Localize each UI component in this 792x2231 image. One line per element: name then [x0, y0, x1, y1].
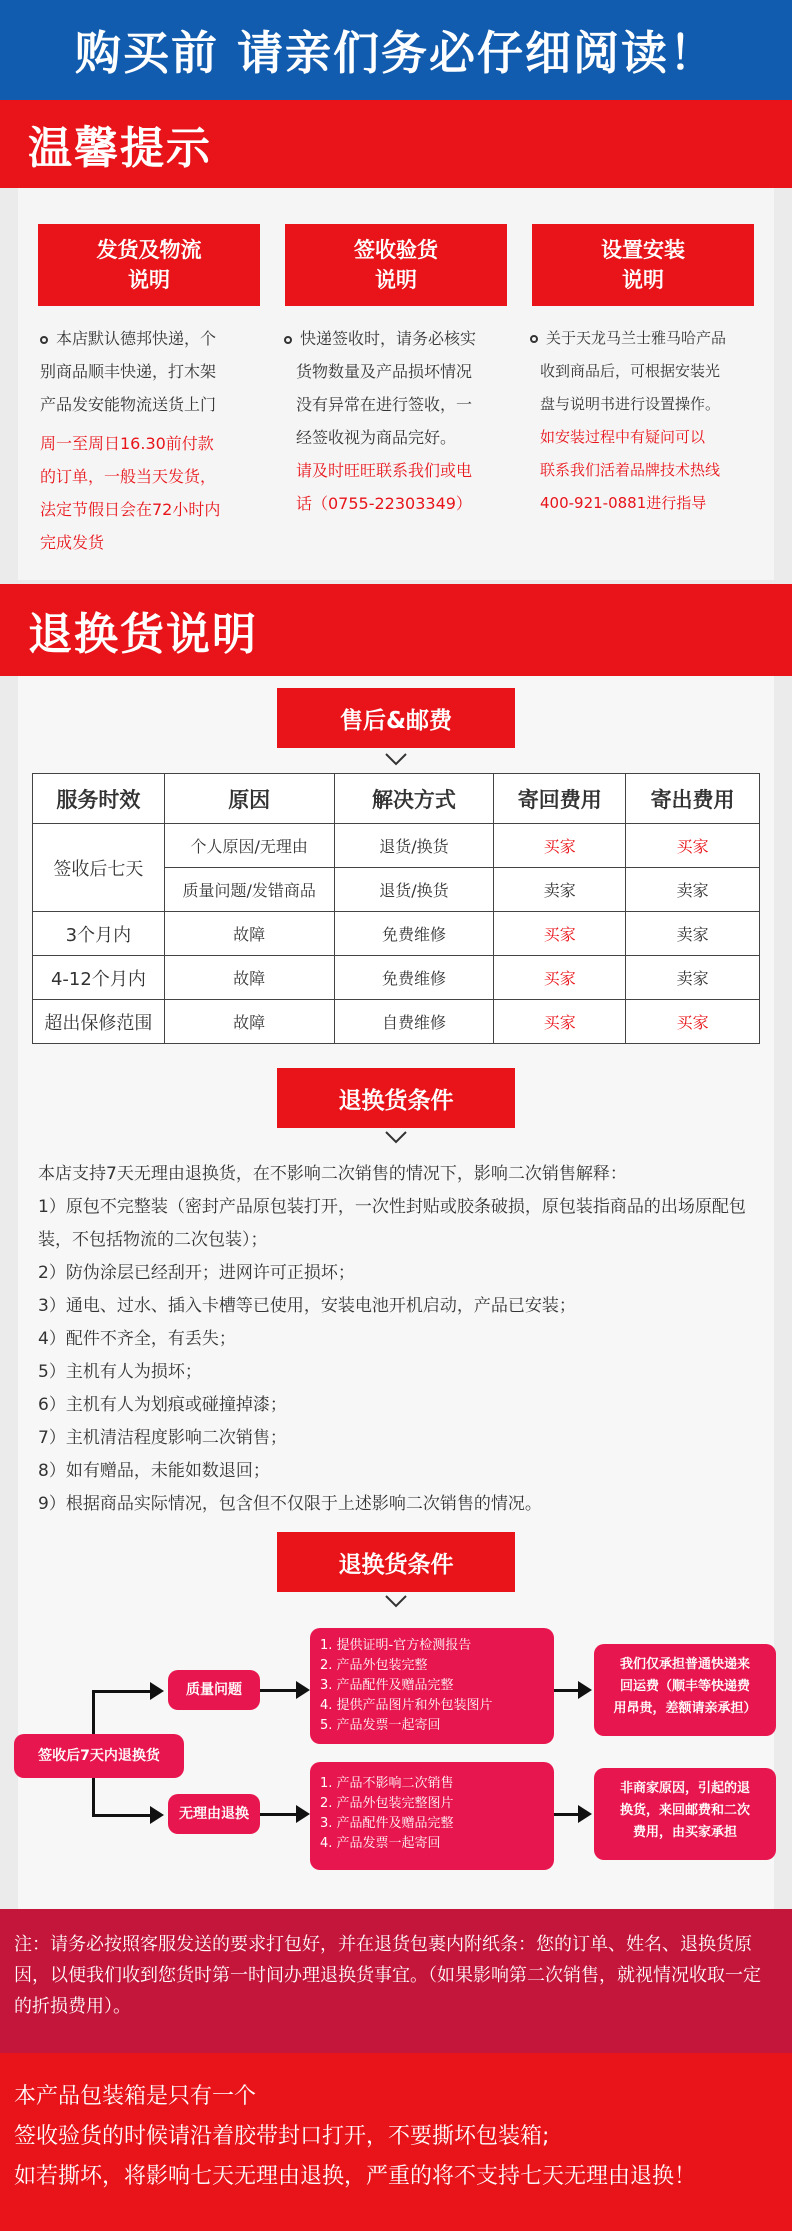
- no-reason-result: [594, 1768, 776, 1860]
- table-header: 解决方式: [334, 774, 494, 824]
- no-reason-node: 无理由退换: [168, 1794, 260, 1834]
- rule-item: 7）主机清洁程度影响二次销售；: [38, 1428, 287, 1448]
- reason-cell: 故障: [164, 956, 334, 1000]
- no-reason-requirements: [310, 1762, 554, 1870]
- text-line: 盘与说明书进行设置操作。: [540, 395, 721, 413]
- requirement-item: 5. 产品发票一起寄回: [320, 1718, 441, 1733]
- return-fee-cell: 买家: [494, 1000, 626, 1044]
- red-line: 请及时旺旺联系我们或电: [296, 461, 473, 480]
- quality-issue-node: 质量问题: [168, 1670, 260, 1710]
- text-line: 别商品顺丰快递，打木架: [40, 362, 217, 381]
- inspection-heading: [285, 224, 507, 306]
- warning-line: 本产品包装箱是只有一个: [14, 2084, 257, 2109]
- send-fee-cell: 买家: [626, 1000, 760, 1044]
- red-line: 周一至周日16.30前付款: [40, 434, 214, 453]
- send-fee-cell: 卖家: [626, 912, 760, 956]
- requirement-item: 1. 产品不影响二次销售: [320, 1776, 454, 1791]
- return-rules: [38, 1158, 768, 1521]
- reason-cell: 故障: [164, 912, 334, 956]
- send-fee-cell: 卖家: [626, 868, 760, 912]
- text-line: 本店默认德邦快递，个: [56, 329, 217, 348]
- arrow-right-icon: [578, 1805, 592, 1823]
- warning-line: 签收验货的时候请沿着胶带封口打开，不要撕坏包装箱;: [14, 2124, 550, 2149]
- period-cell: 4-12个月内: [33, 956, 165, 1000]
- requirement-item: 3. 产品配件及赠品完整: [320, 1816, 454, 1831]
- returns-title: 退换货说明: [0, 584, 792, 676]
- service-table: [32, 773, 760, 1044]
- solution-cell: 退货/换货: [334, 868, 494, 912]
- solution-cell: 免费维修: [334, 956, 494, 1000]
- flow-subtitle: 退换货条件: [277, 1532, 515, 1592]
- requirement-item: 2. 产品外包装完整图片: [320, 1796, 454, 1811]
- result-line: 非商家原因，引起的退: [619, 1781, 750, 1796]
- red-line: 完成发货: [40, 533, 105, 552]
- requirement-item: 3. 产品配件及赠品完整: [320, 1678, 454, 1693]
- rule-item: 3）通电、过水、插入卡槽等已使用，安装电池开机启动，产品已安装；: [38, 1296, 576, 1316]
- reason-cell: 个人原因/无理由: [164, 824, 334, 868]
- text-line: 产品发安能物流送货上门: [40, 395, 217, 414]
- period-cell: 签收后七天: [33, 824, 165, 912]
- red-line: 话（0755-22303349）: [296, 494, 472, 513]
- red-line: 联系我们活着品牌技术热线: [540, 461, 721, 479]
- shipping-heading-line2: 说明: [128, 268, 170, 292]
- reason-cell: 故障: [164, 1000, 334, 1044]
- install-heading: [532, 224, 754, 306]
- table-row: [33, 1000, 760, 1044]
- solution-cell: 自费维修: [334, 1000, 494, 1044]
- install-text: [530, 322, 770, 520]
- table-header: 原因: [164, 774, 334, 824]
- warning-line: 如若撕坏，将影响七天无理由退换，严重的将不支持七天无理由退换！: [14, 2164, 697, 2189]
- red-line: 法定节假日会在72小时内: [40, 500, 221, 519]
- result-line: 换货，来回邮费和二次: [619, 1803, 750, 1818]
- table-header: 服务时效: [33, 774, 165, 824]
- result-line: 用昂贵，差额请亲承担）: [613, 1701, 757, 1716]
- send-fee-cell: 卖家: [626, 956, 760, 1000]
- period-cell: 3个月内: [33, 912, 165, 956]
- red-line: 的订单，一般当天发货，: [40, 467, 217, 486]
- return-fee-cell: 买家: [494, 824, 626, 868]
- chevron-down-icon: [384, 752, 408, 766]
- requirement-item: 4. 提供产品图片和外包装图片: [320, 1698, 493, 1713]
- arrow-right-icon: [578, 1681, 592, 1699]
- red-line: 400-921-0881进行指导: [540, 494, 707, 512]
- text-line: 没有异常在进行签收，一: [296, 395, 473, 414]
- rule-item: 8）如有赠品，未能如数退回；: [38, 1461, 270, 1481]
- result-line: 费用，由买家承担: [632, 1825, 737, 1840]
- top-banner: 购买前 请亲们务必仔细阅读！: [0, 0, 792, 100]
- rule-item: 9）根据商品实际情况，包含但不仅限于上述影响二次销售的情况。: [38, 1494, 542, 1514]
- result-line: 我们仅承担普通快递来: [619, 1657, 750, 1672]
- bullet-icon: [40, 336, 48, 344]
- rule-item: 6）主机有人为划痕或碰撞掉漆；: [38, 1395, 287, 1415]
- flow-connector: [92, 1690, 152, 1693]
- table-row: [33, 956, 760, 1000]
- text-line: 货物数量及产品损坏情况: [296, 362, 473, 381]
- red-line: 如安装过程中有疑问可以: [540, 428, 706, 446]
- rule-item: 2）防伪涂层已经刮开；进网许可正损坏；: [38, 1263, 355, 1283]
- chevron-down-icon: [384, 1594, 408, 1608]
- return-fee-cell: 买家: [494, 956, 626, 1000]
- solution-cell: 免费维修: [334, 912, 494, 956]
- table-header: 寄回费用: [494, 774, 626, 824]
- text-line: 快递签收时，请务必核实: [300, 329, 477, 348]
- solution-cell: 退货/换货: [334, 824, 494, 868]
- requirement-item: 2. 产品外包装完整: [320, 1658, 428, 1673]
- rule-item: 4）配件不齐全，有丢失；: [38, 1329, 236, 1349]
- install-heading-line2: 说明: [622, 268, 664, 292]
- shipping-text: [40, 322, 275, 559]
- inspection-heading-line2: 说明: [375, 268, 417, 292]
- rule-item: 1）原包不完整装（密封产品原包装打开，一次性封贴或胶条破损，原包装指商品的出场原配包装，不包括物流的二次包装）；: [38, 1197, 746, 1250]
- conditions-subtitle: 退换货条件: [277, 1068, 515, 1128]
- table-row: [33, 912, 760, 956]
- send-fee-cell: 买家: [626, 824, 760, 868]
- table-header-row: [33, 774, 760, 824]
- table-header: 寄出费用: [626, 774, 760, 824]
- text-line: 关于天龙马兰士雅马哈产品: [546, 329, 727, 347]
- tips-title: 温馨提示: [0, 100, 792, 188]
- chevron-down-icon: [384, 1130, 408, 1144]
- reason-cell: 质量问题/发错商品: [164, 868, 334, 912]
- quality-requirements: [310, 1628, 554, 1744]
- inspection-heading-line1: 签收验货: [354, 238, 438, 262]
- quality-result: [594, 1644, 776, 1736]
- flow-start: 签收后7天内退换货: [14, 1734, 184, 1778]
- return-fee-cell: 买家: [494, 912, 626, 956]
- rules-intro: 本店支持7天无理由退换货，在不影响二次销售的情况下，影响二次销售解释：: [38, 1164, 627, 1184]
- packing-note: 注：请务必按照客服发送的要求打包好，并在退货包裹内附纸条：您的订单、姓名、退换货原因，以便我们收到您货时第一时间办理退换货事宜。（如果影响第二次销售，就视情况收取一定的折损费用）。: [0, 1909, 792, 2053]
- shipping-heading: [38, 224, 260, 306]
- shipping-heading-line1: 发货及物流: [96, 238, 202, 262]
- table-row: [33, 824, 760, 868]
- text-line: 经签收视为商品完好。: [296, 428, 457, 447]
- arrow-right-icon: [150, 1682, 164, 1700]
- arrow-right-icon: [150, 1806, 164, 1824]
- period-cell: 超出保修范围: [33, 1000, 165, 1044]
- install-heading-line1: 设置安装: [601, 238, 685, 262]
- return-fee-cell: 卖家: [494, 868, 626, 912]
- bullet-icon: [284, 336, 292, 344]
- rule-item: 5）主机有人为损坏；: [38, 1362, 202, 1382]
- flow-connector: [92, 1814, 152, 1817]
- aftersales-subtitle: 售后&邮费: [277, 688, 515, 748]
- bottom-warning: [0, 2053, 792, 2231]
- arrow-right-icon: [296, 1805, 310, 1823]
- requirement-item: 4. 产品发票一起寄回: [320, 1836, 441, 1851]
- bullet-icon: [530, 335, 538, 343]
- requirement-item: 1. 提供证明-官方检测报告: [320, 1638, 472, 1653]
- text-line: 收到商品后，可根据安装光: [540, 362, 721, 380]
- result-line: 回运费（顺丰等快递费: [619, 1679, 750, 1694]
- inspection-text: [284, 322, 524, 520]
- arrow-right-icon: [296, 1681, 310, 1699]
